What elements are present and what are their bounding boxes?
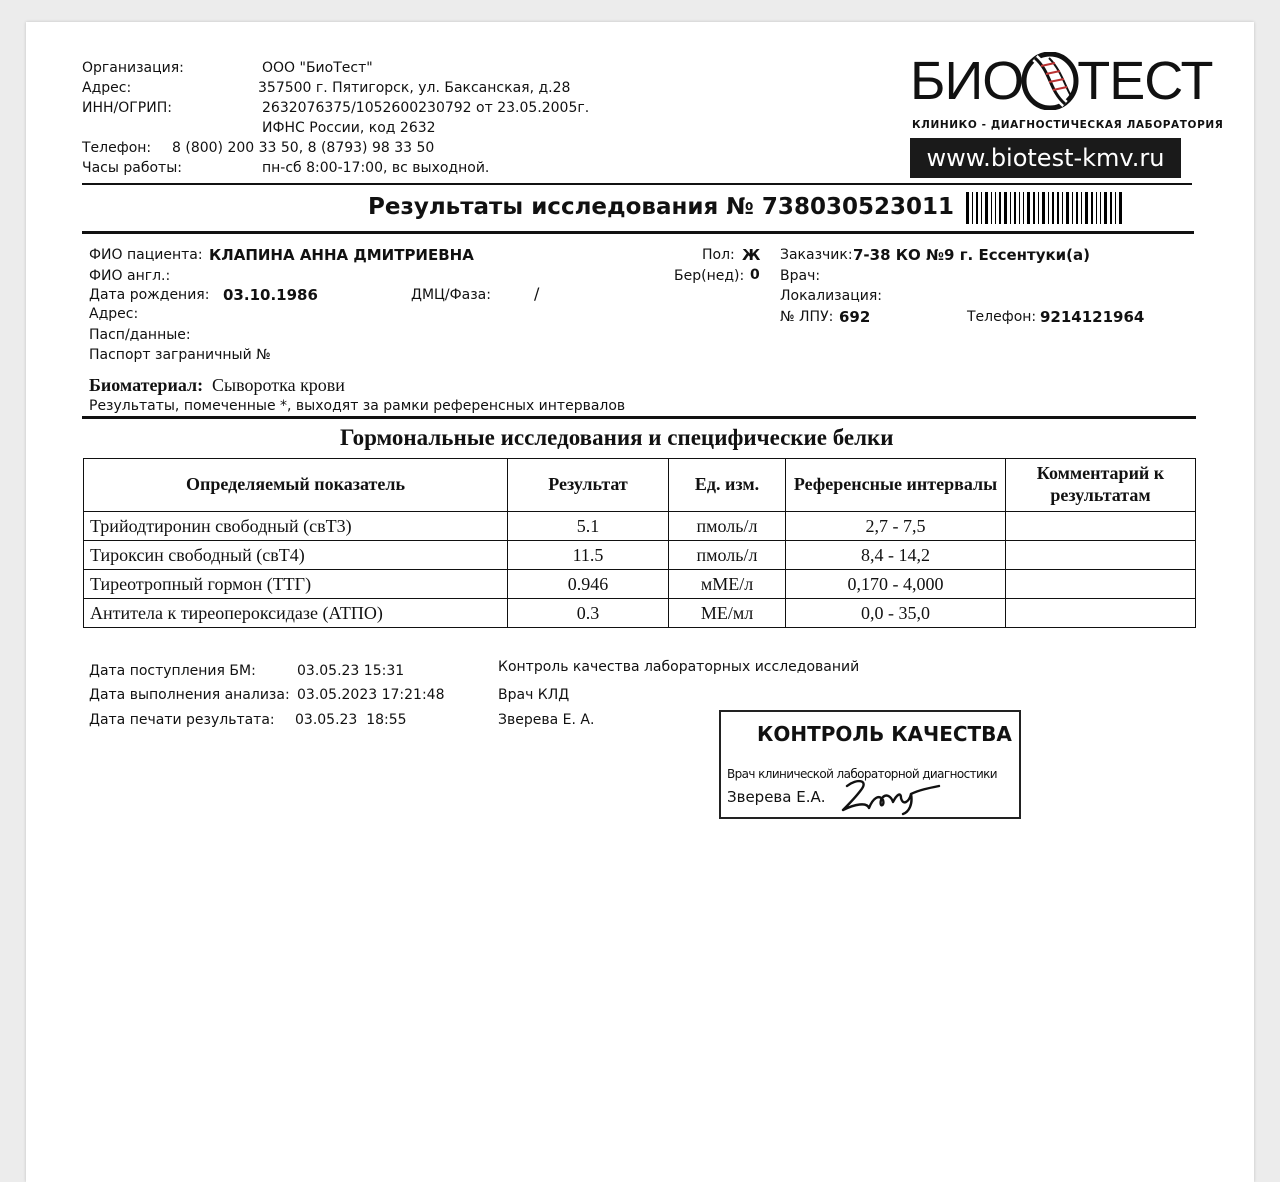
logo-subtitle: КЛИНИКО - ДИАГНОСТИЧЕСКАЯ ЛАБОРАТОРИЯ [912, 119, 1224, 131]
quality-stamp [719, 710, 1021, 819]
localization-label: Локализация: [780, 288, 882, 304]
barcode-bar [1048, 192, 1049, 224]
barcode-bar [1014, 192, 1016, 224]
phone-label: Телефон: [82, 140, 152, 156]
qc-name: Зверева Е. А. [498, 712, 595, 728]
header-unit: Ед. изм. [669, 459, 786, 512]
result-value: 0.3 [508, 599, 669, 628]
barcode-bar [1119, 192, 1122, 224]
hours-value: пн-сб 8:00-17:00, вс выходной. [262, 160, 490, 176]
results-table [83, 458, 1196, 628]
print-value: 03.05.23 18:55 [295, 712, 407, 728]
barcode-bar [985, 192, 988, 224]
inn-value: 2632076375/1052600230792 от 23.05.2005г. [262, 100, 590, 116]
comment-value [1006, 570, 1196, 599]
lpu-label: № ЛПУ: [780, 309, 834, 325]
comment-value [1006, 541, 1196, 570]
header-reference: Референсные интервалы [786, 459, 1006, 512]
unit-value: пмоль/л [669, 541, 786, 570]
unit-value: мМЕ/л [669, 570, 786, 599]
barcode-bar [1091, 192, 1093, 224]
org-label: Организация: [82, 60, 184, 76]
foreign-passport-label: Паспорт заграничный № [89, 347, 271, 363]
reference-value: 0,0 - 35,0 [786, 599, 1006, 628]
stamp-title: КОНТРОЛЬ КАЧЕСТВА [757, 722, 1012, 746]
phone-value: 8 (800) 200 33 50, 8 (8793) 98 33 50 [172, 140, 435, 156]
barcode-bar [976, 192, 978, 224]
barcode-bar [1019, 192, 1020, 224]
doctor-label: Врач: [780, 268, 821, 284]
dob-label: Дата рождения: [89, 287, 210, 303]
barcode-bar [1042, 192, 1045, 224]
received-value: 03.05.23 15:31 [297, 663, 405, 679]
barcode-bar [1096, 192, 1097, 224]
reference-value: 8,4 - 14,2 [786, 541, 1006, 570]
barcode-bar [1004, 192, 1007, 224]
indicator-name: Антитела к тиреопероксидазе (АТПО) [84, 599, 508, 628]
section-rule [82, 416, 1196, 419]
dna-helix-icon [1021, 52, 1079, 110]
reference-value: 2,7 - 7,5 [786, 512, 1006, 541]
received-label: Дата поступления БМ: [89, 663, 256, 679]
barcode-bar [1076, 192, 1078, 224]
table-row [84, 541, 1196, 570]
barcode [966, 192, 1125, 224]
barcode-bar [1010, 192, 1011, 224]
stamp-line1: Врач клинической лабораторной диагностики [727, 767, 998, 781]
stamp-line2: Зверева Е.А. [727, 788, 826, 806]
comment-value [1006, 599, 1196, 628]
barcode-bar [1027, 192, 1030, 224]
customer-value: 7-38 КО №9 г. Ессентуки(а) [853, 246, 1091, 264]
dob-value: 03.10.1986 [223, 286, 318, 304]
unit-value: МЕ/мл [669, 599, 786, 628]
result-value: 5.1 [508, 512, 669, 541]
pregnancy-value: 0 [750, 267, 760, 283]
sex-value: Ж [742, 246, 761, 264]
barcode-bar [1081, 192, 1082, 224]
qc-role: Врач КЛД [498, 687, 570, 703]
table-row [84, 512, 1196, 541]
barcode-bar [1072, 192, 1073, 224]
barcode-bar [995, 192, 996, 224]
barcode-bar [1033, 192, 1035, 224]
reference-value: 0,170 - 4,000 [786, 570, 1006, 599]
barcode-bar [999, 192, 1001, 224]
org-value: ООО "БиоТест" [262, 60, 373, 76]
hours-label: Часы работы: [82, 160, 182, 176]
biomaterial-note: Результаты, помеченные *, выходят за рамки референсных интервалов [89, 398, 626, 414]
address-label: Адрес: [82, 80, 132, 96]
logo-left-text: БИО [910, 51, 1024, 111]
unit-value: пмоль/л [669, 512, 786, 541]
inn-label: ИНН/ОГРИП: [82, 100, 172, 116]
biomaterial-label: Биоматериал: [89, 375, 204, 395]
qc-title: Контроль качества лабораторных исследований [498, 659, 860, 675]
barcode-bar [966, 192, 969, 224]
print-label: Дата печати результата: [89, 712, 275, 728]
barcode-bar [1062, 192, 1063, 224]
done-label: Дата выполнения анализа: [89, 687, 290, 703]
barcode-bar [981, 192, 982, 224]
indicator-name: Трийодтиронин свободный (свТ3) [84, 512, 508, 541]
barcode-bar [1100, 192, 1101, 224]
fio-eng-label: ФИО англ.: [89, 268, 171, 284]
document-page [26, 22, 1254, 1182]
customer-phone-value: 9214121964 [1040, 308, 1145, 326]
barcode-bar [1052, 192, 1054, 224]
title-rule [82, 231, 1194, 234]
logo [910, 52, 1212, 110]
header-result: Результат [508, 459, 669, 512]
ifns-value: ИФНС России, код 2632 [262, 120, 436, 136]
fio-label: ФИО пациента: [89, 247, 203, 263]
dmc-label: ДМЦ/Фаза: [411, 287, 491, 303]
address-value: 357500 г. Пятигорск, ул. Баксанская, д.28 [258, 80, 571, 96]
table-row [84, 570, 1196, 599]
logo-right-text: ТЕСТ [1077, 51, 1213, 111]
barcode-bar [1066, 192, 1069, 224]
patient-address-label: Адрес: [89, 306, 139, 322]
barcode-bar [1023, 192, 1024, 224]
barcode-bar [991, 192, 992, 224]
sex-label: Пол: [702, 247, 735, 263]
barcode-bar [972, 192, 973, 224]
top-rule [82, 183, 1192, 185]
barcode-bar [1085, 192, 1088, 224]
fio-value: КЛАПИНА АННА ДМИТРИЕВНА [209, 246, 474, 264]
customer-phone-label: Телефон: [967, 309, 1037, 325]
report-title: Результаты исследования № 738030523011 [368, 194, 954, 220]
table-row [84, 599, 1196, 628]
barcode-bar [1104, 192, 1107, 224]
barcode-bar [1057, 192, 1059, 224]
pregnancy-label: Бер(нед): [674, 268, 745, 284]
signature-icon [839, 772, 943, 816]
passport-label: Пасп/данные: [89, 327, 191, 343]
biomaterial-value: Сыворотка крови [212, 375, 345, 395]
barcode-bar [1115, 192, 1116, 224]
header-comment: Комментарий к результатам [1006, 459, 1196, 512]
result-value: 0.946 [508, 570, 669, 599]
logo-url: www.biotest-kmv.ru [910, 138, 1181, 178]
barcode-bar [1110, 192, 1112, 224]
lpu-value: 692 [839, 308, 871, 326]
header-indicator: Определяемый показатель [84, 459, 508, 512]
barcode-bar [1038, 192, 1039, 224]
dmc-value: / [534, 284, 540, 303]
customer-label: Заказчик: [780, 247, 853, 263]
comment-value [1006, 512, 1196, 541]
table-header-row [84, 459, 1196, 512]
done-value: 03.05.2023 17:21:48 [297, 687, 445, 703]
section-title: Гормональные исследования и специфические белки [340, 425, 894, 450]
indicator-name: Тиреотропный гормон (ТТГ) [84, 570, 508, 599]
indicator-name: Тироксин свободный (свТ4) [84, 541, 508, 570]
result-value: 11.5 [508, 541, 669, 570]
